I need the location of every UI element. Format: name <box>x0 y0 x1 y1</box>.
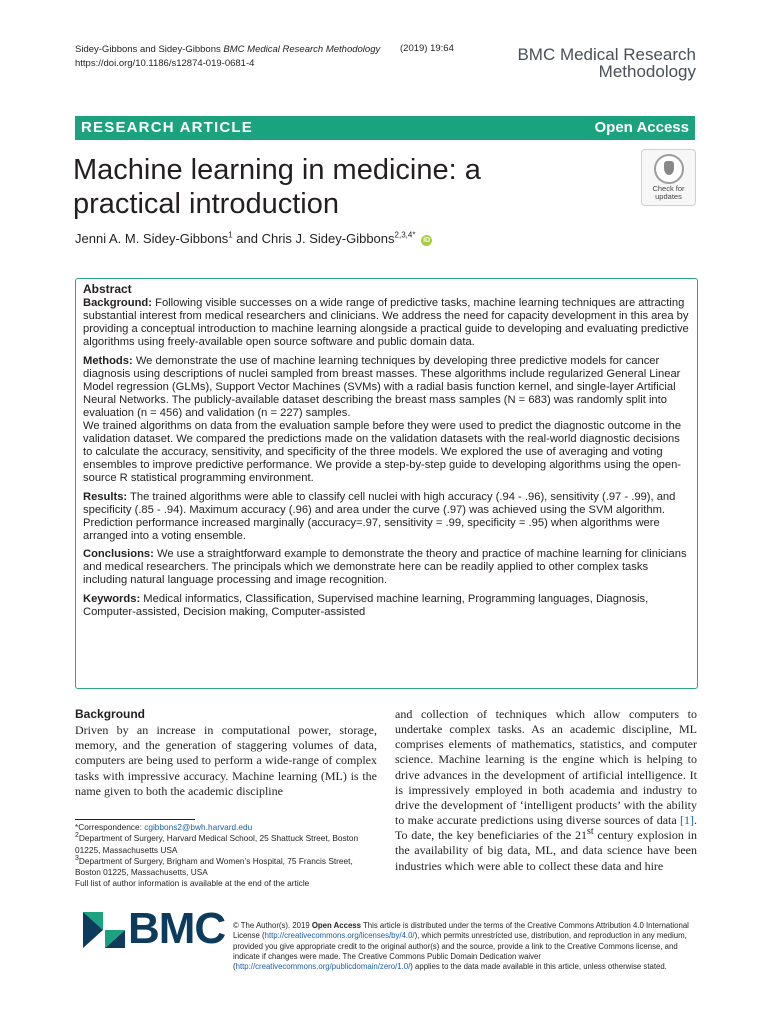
orcid-icon[interactable]: iD <box>423 237 431 244</box>
license-text-1: This article is distributed under the terms of the Creative Commons Attribution 4.0 International License ( <box>233 921 689 941</box>
check-for-updates-button[interactable] <box>641 149 696 206</box>
author-1-affiliation: 1 <box>228 230 233 240</box>
license-text-2: ), which permits unrestricted use, distribution, and reproduction in any medium, provided you give appropriate credit to the original author(s) and the source, provide a link to the Creative Commons license, and indicate if changes were made. The Creative Commons Public Domain Dedication waiver ( <box>233 931 687 972</box>
background-label: Background: <box>83 297 152 310</box>
author-1: Jenni A. M. Sidey-Gibbons <box>75 231 229 246</box>
footnote-2 <box>75 833 375 856</box>
footnote-3-number: 3 <box>75 855 79 863</box>
journal-title <box>517 46 696 80</box>
body-right-column <box>395 707 697 874</box>
author-list <box>75 231 432 246</box>
results-label: Results: <box>83 490 128 503</box>
body-paragraph-left: Driven by an increase in computational power, storage, memory, and the generation of staggering volumes of data, computers are being used to perform a wide-range of complex tasks with impressive accuracy. Machine learning (ML) is the name given to both the academic discipline <box>75 723 377 798</box>
license-open-access: Open Access <box>311 921 361 930</box>
methods-text-1: We demonstrate the use of machine learning techniques by developing three predictive models for cancer diagnosis using descriptions of nuclei sampled from breast masses. These algorithms include regularized General Linear Model regression (GLMs), Support Vector Machines (SVMs) with a radial basis function kernel, and single-layer Artificial Neural Networks. The publicly-available dataset describing the breast mass samples (N = 683) was randomly split into evaluation (n = 456) and validation (n = 227) samples. <box>83 354 681 419</box>
article-type-label: RESEARCH ARTICLE <box>81 119 253 136</box>
header-year-volume: (2019) 19:64 <box>400 43 454 54</box>
article-type-banner <box>75 116 695 140</box>
body-paragraph-right-1: and collection of techniques which allow computers to undertake complex tasks. As an academic discipline, ML comprises elements of mathematics, statistics, and computer science. Machine learning is the engine which is helping to drive advances in the development of artificial intelligence. It is impressively employed in both academia and industry to drive the development of ‘intelligent products’ with the ability to make accurate predictions using diverse sources of data <box>395 707 697 828</box>
check-updates-line2: updates <box>655 192 682 201</box>
footnote-divider <box>75 819 195 820</box>
author-2-affiliation: 2,3,4* <box>394 230 416 240</box>
bmc-logo-mark-icon <box>83 912 127 948</box>
paper-title-line2: practical introduction <box>73 188 339 220</box>
body-left-column <box>75 707 377 799</box>
body-paragraph-right-3: century explosion in the availability of big data, ML, and data science have been industries which were able to collect these data and hire <box>395 828 697 873</box>
abstract-results <box>83 491 691 543</box>
conclusions-text: We use a straightforward example to demonstrate the theory and practice of machine learning for clinicians and medical researchers. The principals which we demonstrate here can be readily applied to other complex tasks including natural language processing and image recognition. <box>83 548 687 587</box>
section-heading: Background <box>75 707 146 721</box>
journal-title-line1: BMC Medical Research <box>517 45 696 64</box>
cc-zero-waiver-link[interactable]: http://creativecommons.org/publicdomain/zero/1.0/ <box>235 962 411 972</box>
footnote-3-text: Department of Surgery, Brigham and Women’s Hospital, 75 Francis Street, Boston 01225, Massachusetts, USA <box>75 855 353 878</box>
abstract-heading: Abstract <box>83 282 132 296</box>
keywords-label: Keywords: <box>83 593 141 606</box>
abstract-conclusions <box>83 548 691 587</box>
header-authors: Sidey-Gibbons and Sidey-Gibbons <box>75 44 221 55</box>
bmc-logo <box>83 904 226 954</box>
keywords-text: Medical informatics, Classification, Supervised machine learning, Programming languages, Diagnosis, Computer-assisted, Decision making, Computer-assisted <box>83 593 649 619</box>
background-text: Following visible successes on a wide range of predictive tasks, machine learning techniques are attracting substantial interest from medical researchers and clinicians. We address the need for capacity development in this area by providing a conceptual introduction to machine learning alongside a practical guide to developing and evaluating predictive algorithms using freely-available open source software and public domain data. <box>83 297 689 349</box>
author-2: Chris J. Sidey-Gibbons <box>261 231 395 246</box>
conclusions-label: Conclusions: <box>83 548 154 561</box>
correspondence <box>75 822 375 833</box>
correspondence-label: *Correspondence: <box>75 822 145 832</box>
header-journal-name: BMC Medical Research Methodology <box>223 44 381 55</box>
footnote-3 <box>75 856 375 879</box>
results-text: The trained algorithms were able to classify cell nuclei with high accuracy (.94 - .96), sensitivity (.97 - .99), and specificity (.85 - .94). Maximum accuracy (.96) and area under the curve (.97) was achieved using the SVM algorithm. Prediction performance increased marginally (accuracy=.97, sensitivity = .99, specificity = .95) when algorithms were arranged into a voting ensemble. <box>83 490 676 542</box>
correspondence-email-link[interactable]: cgibbons2@bwh.harvard.edu <box>144 822 253 832</box>
abstract-keywords <box>83 593 691 619</box>
license-copyright: © The Author(s). 2019 <box>233 921 312 930</box>
abstract-background <box>83 297 691 349</box>
abstract-box <box>75 278 698 689</box>
ordinal-superscript: st <box>586 826 594 838</box>
bmc-logo-text: BMC <box>128 904 226 953</box>
footnote-2-text: Department of Surgery, Harvard Medical School, 25 Shattuck Street, Boston 01225, Massachusetts USA <box>75 833 359 855</box>
abstract-methods <box>83 355 691 420</box>
full-author-info-note: Full list of author information is available at the end of the article <box>75 878 310 889</box>
journal-title-line2: Methodology <box>598 62 696 81</box>
cc-by-license-link[interactable]: http://creativecommons.org/licenses/by/4.0/ <box>264 931 415 941</box>
body-paragraph-right-2: . To date, the key beneficiaries of the 21 <box>395 813 697 843</box>
author-and: and <box>232 231 262 246</box>
check-updates-icon <box>654 154 684 184</box>
check-updates-line1: Check for <box>652 184 685 193</box>
license-text-3: ) applies to the data made available in this article, unless otherwise stated. <box>410 962 667 972</box>
paper-title <box>73 153 613 221</box>
abstract-methods-2: We trained algorithms on data from the evaluation sample before they were used to predict the diagnostic outcome in the validation dataset. We compared the predictions made on the validation datasets with the real-world diagnostic decisions to calculate the accuracy, sensitivity, and specificity of the three models. We explored the use of averaging and voting ensembles to improve predictive performance. We provide a step-by-step guide to developing algorithms using the open-source R statistical programming environment. <box>83 419 682 485</box>
paper-title-line1: Machine learning in medicine: a <box>73 154 481 186</box>
footnotes <box>75 822 375 890</box>
license-statement <box>233 921 698 972</box>
methods-label: Methods: <box>83 354 133 367</box>
doi-link[interactable]: https://doi.org/10.1186/s12874-019-0681-4 <box>75 57 255 69</box>
reference-link[interactable]: [1] <box>680 813 694 828</box>
open-access-label: Open Access <box>594 119 689 136</box>
footnote-2-number: 2 <box>75 832 79 840</box>
running-header <box>75 43 380 70</box>
